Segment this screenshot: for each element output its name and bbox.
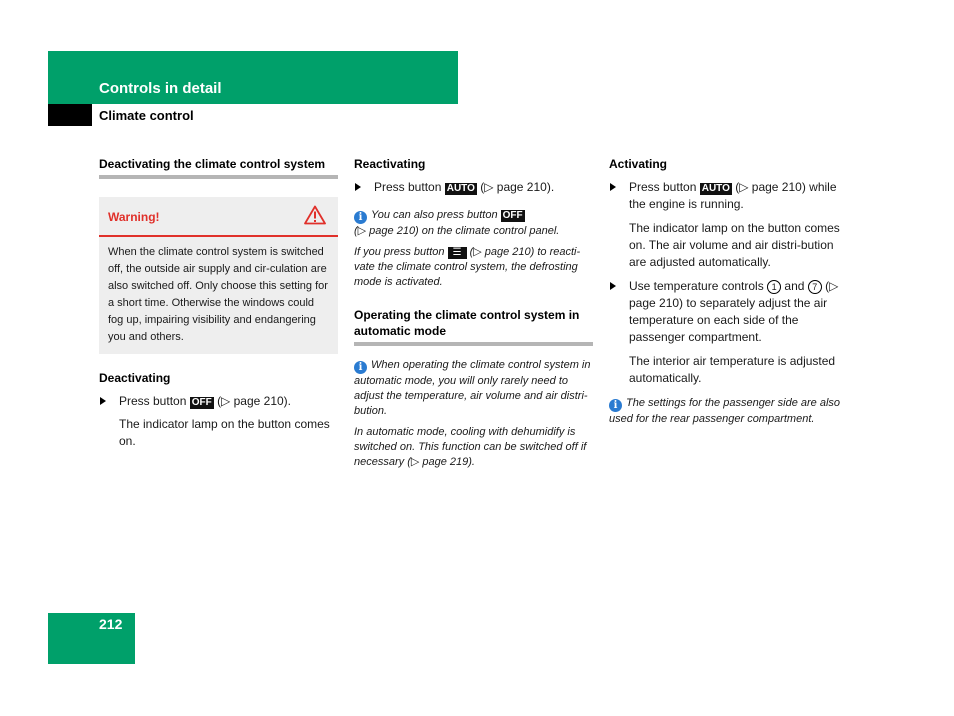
step-ref: (▷ page 210) to separately adjust the air temperature on each side of the passenger compartment. — [629, 279, 839, 344]
subheading-activating: Activating — [609, 157, 668, 171]
off-button-glyph: OFF — [191, 397, 212, 408]
info-note — [354, 425, 594, 470]
page-number: 212 — [99, 616, 123, 632]
note-text: If you press button — [354, 246, 445, 258]
note-text: In automatic mode, cooling with dehumidify is switched on. This function can be switched off if necessary (▷ page 219). — [354, 426, 587, 468]
column-2 — [354, 156, 594, 470]
info-note — [354, 245, 594, 290]
step-arrow-icon — [355, 183, 361, 191]
instruction-step — [609, 179, 849, 213]
info-icon: i — [354, 361, 367, 374]
instruction-step — [354, 179, 594, 196]
warning-header — [99, 197, 338, 237]
step-text: Use temperature controls — [629, 279, 764, 293]
control-number-1: 1 — [767, 280, 781, 294]
subheading-deactivating: Deactivating — [99, 371, 171, 385]
off-button-glyph: OFF — [502, 210, 523, 221]
section-rule — [354, 342, 593, 346]
info-note — [354, 208, 594, 239]
section-rule — [99, 175, 338, 179]
note-text: The settings for the passenger side are also used for the rear passenger compartment. — [609, 397, 841, 425]
step-text: Press button — [629, 180, 697, 194]
info-note — [354, 358, 594, 419]
warning-body: When the climate control system is switched off, the outside air supply and cir-culation are also switched off. Only choose this setting for a short time. Otherwise the windows could fog up, impairing visibility and endangering you and others. — [108, 246, 328, 343]
warning-triangle-icon — [304, 205, 326, 230]
note-text: You can also press button — [371, 209, 498, 221]
column-3 — [609, 156, 849, 427]
section-title: Controls in detail — [99, 80, 222, 97]
info-icon: i — [609, 399, 622, 412]
auto-button-glyph: AUTO — [701, 183, 730, 194]
step-arrow-icon — [610, 183, 616, 191]
auto-button-glyph: AUTO — [446, 183, 475, 194]
instruction-step — [609, 278, 849, 346]
step-text: Press button — [119, 394, 187, 408]
page-subtitle: Climate control — [99, 108, 194, 123]
info-note — [609, 396, 849, 427]
step-arrow-icon — [610, 282, 616, 290]
section-heading-automatic-mode: Operating the climate control system in automatic mode — [354, 308, 580, 338]
step-text: Press button — [374, 180, 442, 194]
info-icon: i — [354, 211, 367, 224]
section-heading-deactivating-system: Deactivating the climate control system — [99, 157, 326, 171]
column-1 — [99, 156, 339, 450]
step-ref: (▷ page 210). — [480, 180, 555, 194]
step-arrow-icon — [100, 397, 106, 405]
result-text: The indicator lamp on the button comes on. The air volume and air distri-bution are adjusted automatically. — [629, 221, 840, 269]
warning-box — [99, 197, 338, 354]
header-tab-marker — [48, 104, 92, 126]
step-ref: (▷ page 210) while the engine is running. — [629, 180, 837, 211]
defrost-button-glyph: ☰ — [448, 247, 467, 259]
step-ref: (▷ page 210). — [217, 394, 292, 408]
control-number-7: 7 — [808, 280, 822, 294]
subheading-reactivating: Reactivating — [354, 157, 426, 171]
result-text: The interior air temperature is adjusted automatically. — [629, 354, 836, 385]
instruction-step — [99, 393, 339, 410]
note-text: (▷ page 210) on the climate control panel. — [354, 225, 560, 237]
step-text: and — [784, 279, 805, 293]
result-text: The indicator lamp on the button comes on. — [119, 417, 330, 448]
warning-title: Warning! — [108, 210, 160, 224]
note-text: When operating the climate control system in automatic mode, you will only rarely need to adjust the temperature, air volume and air distri-bution. — [354, 359, 591, 417]
note-text: (▷ page 210) to reacti-vate the climate control system, the defrosting mode is activated. — [354, 246, 581, 288]
